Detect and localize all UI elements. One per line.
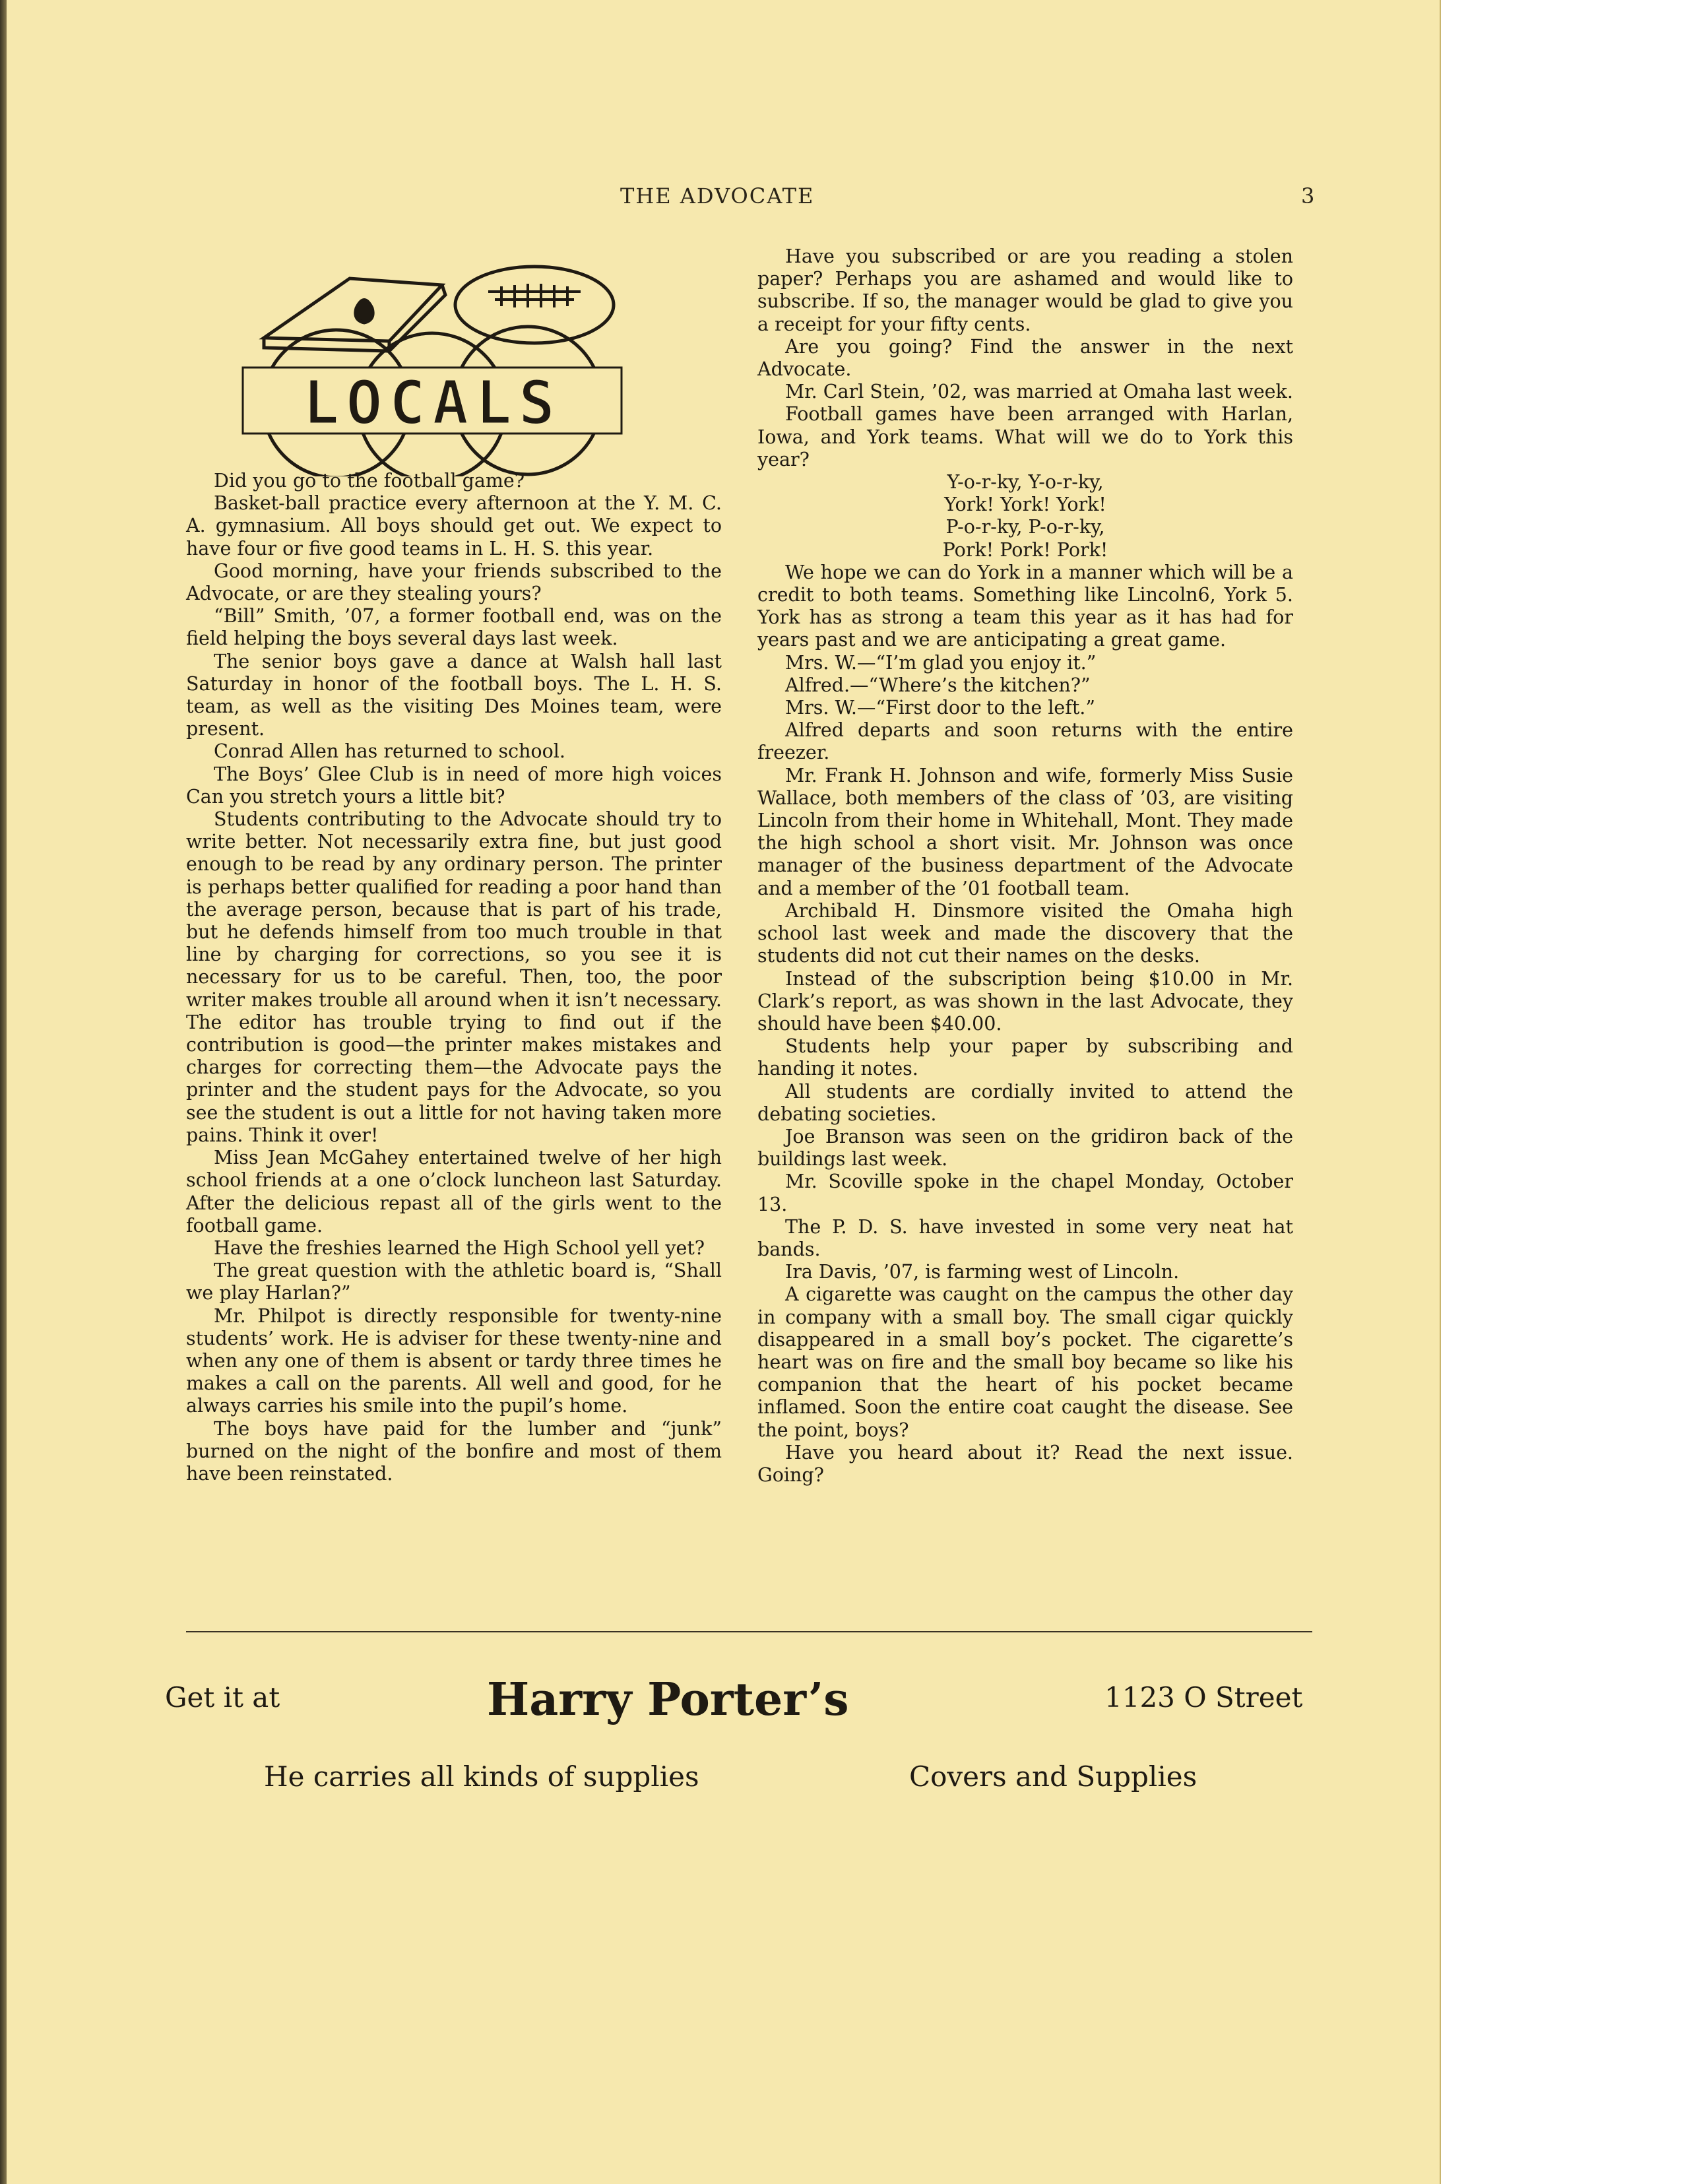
paragraph: Football games have been arranged with Harlan, Iowa, and York teams. What will we do to York this year? bbox=[757, 403, 1293, 470]
ad-tagline-right: Covers and Supplies bbox=[909, 1760, 1197, 1793]
page bbox=[7, 0, 1441, 2184]
paragraph: Alfred.—“Where’s the kitchen?” bbox=[785, 674, 1091, 696]
paragraph: Students contributing to the Advocate should try to write better. Not necessarily extra fine, but just good enough to be read by any ordinary person. The printer is perhaps better qualified for reading a poor hand than the average person, because that is part of his trade, but he defends himself from too much trouble in that line by charging for corrections, so you see it is necessary for us to be careful. Then, too, the poor writer makes trouble all around when it isn’t necessary. The editor has trouble trying to find out if the contribution is good—the printer makes mistakes and charges for correcting them—the Advocate pays the printer and the student pays for the Advocate, so you see the student is out a little for not having taken more pains. Think it over! bbox=[186, 808, 722, 1146]
paragraph: A cigarette was caught on the campus the other day in company with a small boy. The small cigar quickly disappeared in a small boy’s pocket. The cigarette’s heart was on fire and the small boy became so like his companion that the heart of his pocket became inflamed. Soon the entire coat caught the disease. See the point, boys? bbox=[757, 1283, 1293, 1441]
cheer-line: York! York! York! bbox=[944, 494, 1106, 516]
paragraph: Archibald H. Dinsmore visited the Omaha high school last week and made the discovery that the students did not cut their names on the desks. bbox=[757, 899, 1293, 967]
inkwell-icon bbox=[356, 300, 373, 323]
cheer-line: P-o-r-ky, P-o-r-ky, bbox=[945, 516, 1105, 538]
paragraph: Basket-ball practice every afternoon at the Y. M. C. A. gymnasium. All boys should get out. We expect to have four or five good teams in L. H. S. this year. bbox=[186, 492, 722, 560]
paragraph: Conrad Allen has returned to school. bbox=[214, 740, 565, 763]
ad-address: 1123 O Street bbox=[1104, 1681, 1303, 1714]
paragraph: “Bill” Smith, ’07, a former football end, was on the field helping the boys several days last week. bbox=[186, 605, 722, 650]
cheer-line: Y-o-r-ky, Y-o-r-ky, bbox=[947, 471, 1104, 494]
paragraph: Ira Davis, ’07, is farming west of Lincoln. bbox=[785, 1261, 1180, 1283]
paragraph: Mr. Scoville spoke in the chapel Monday, October 13. bbox=[757, 1171, 1293, 1215]
paragraph: Have you heard about it? Read the next issue. Going? bbox=[757, 1441, 1293, 1486]
paragraph: Mr. Carl Stein, ’02, was married at Omaha last week. bbox=[785, 381, 1293, 403]
paragraph: Mrs. W.—“First door to the left.” bbox=[785, 697, 1095, 719]
left-column bbox=[186, 470, 722, 1485]
right-column bbox=[757, 245, 1293, 1487]
paragraph: Students help your paper by subscribing and handing it notes. bbox=[757, 1035, 1293, 1080]
page-number: 3 bbox=[1301, 183, 1316, 209]
paragraph: We hope we can do York in a manner which will be a credit to both teams. Something like Lincoln6, York 5. York has as strong a team this year as it has had for years past and we are anticipating a great game. bbox=[757, 561, 1293, 651]
paragraph: Mr. Philpot is directly responsible for twenty-nine students’ work. He is adviser for these twenty-nine and when any one of them is absent or tardy three times he makes a call on the parents. All well and good, for he always carries his smile into the pupil’s home. bbox=[186, 1304, 722, 1417]
paragraph: The Boys’ Glee Club is in need of more high voices Can you stretch yours a little bit? bbox=[186, 763, 722, 808]
paragraph: The P. D. S. have invested in some very neat hat bands. bbox=[757, 1215, 1293, 1260]
paragraph: The great question with the athletic board is, “Shall we play Harlan?” bbox=[186, 1260, 722, 1304]
locals-section-logo bbox=[224, 259, 640, 476]
paragraph: All students are cordially invited to attend the debating societies. bbox=[757, 1080, 1293, 1125]
football-icon bbox=[455, 267, 614, 343]
running-title: THE ADVOCATE bbox=[620, 183, 815, 209]
ad-store-name: Harry Porter’s bbox=[487, 1673, 849, 1726]
paragraph: Joe Branson was seen on the gridiron back of the buildings last week. bbox=[757, 1125, 1293, 1171]
logo-text: LOCALS bbox=[302, 368, 562, 438]
cheer-line: Pork! Pork! Pork! bbox=[942, 538, 1108, 561]
page-header bbox=[7, 183, 1440, 216]
divider-rule bbox=[186, 1631, 1312, 1632]
paragraph: Mrs. W.—“I’m glad you enjoy it.” bbox=[785, 651, 1097, 674]
paragraph: Miss Jean McGahey entertained twelve of her high school friends at a one o’clock luncheon last Saturday. After the delicious repast all of the girls went to the football game. bbox=[186, 1147, 722, 1237]
ad-tagline-left: He carries all kinds of supplies bbox=[264, 1760, 699, 1793]
paragraph: Instead of the subscription being $10.00 in Mr. Clark’s report, as was shown in the last Advocate, they should have been $40.00. bbox=[757, 967, 1293, 1035]
ad-get-it-at: Get it at bbox=[165, 1681, 280, 1714]
paragraph: Mr. Frank H. Johnson and wife, formerly Miss Susie Wallace, both members of the class of ’03, are visiting Lincoln from their home in Whitehall, Mont. They made the high school a short visit. Mr. Johnson was once manager of the business department of the Advocate and a member of the ’01 football team. bbox=[757, 764, 1293, 899]
paragraph: Did you go to the football game? bbox=[214, 470, 525, 492]
paragraph: The boys have paid for the lumber and “junk” burned on the night of the bonfire and most of them have been reinstated. bbox=[186, 1417, 722, 1485]
paragraph: Alfred departs and soon returns with the entire freezer. bbox=[757, 719, 1293, 764]
paragraph: Good morning, have your friends subscribed to the Advocate, or are they stealing yours? bbox=[186, 560, 722, 605]
paragraph: The senior boys gave a dance at Walsh hall last Saturday in honor of the football boys. The L. H. S. team, as well as the visiting Des Moines team, were present. bbox=[186, 650, 722, 740]
paragraph: Have the freshies learned the High School yell yet? bbox=[214, 1237, 705, 1259]
paragraph: Are you going? Find the answer in the next Advocate. bbox=[757, 335, 1293, 381]
paragraph: Have you subscribed or are you reading a stolen paper? Perhaps you are ashamed and would like to subscribe. If so, the manager would be glad to give you a receipt for your fifty cents. bbox=[757, 245, 1293, 335]
